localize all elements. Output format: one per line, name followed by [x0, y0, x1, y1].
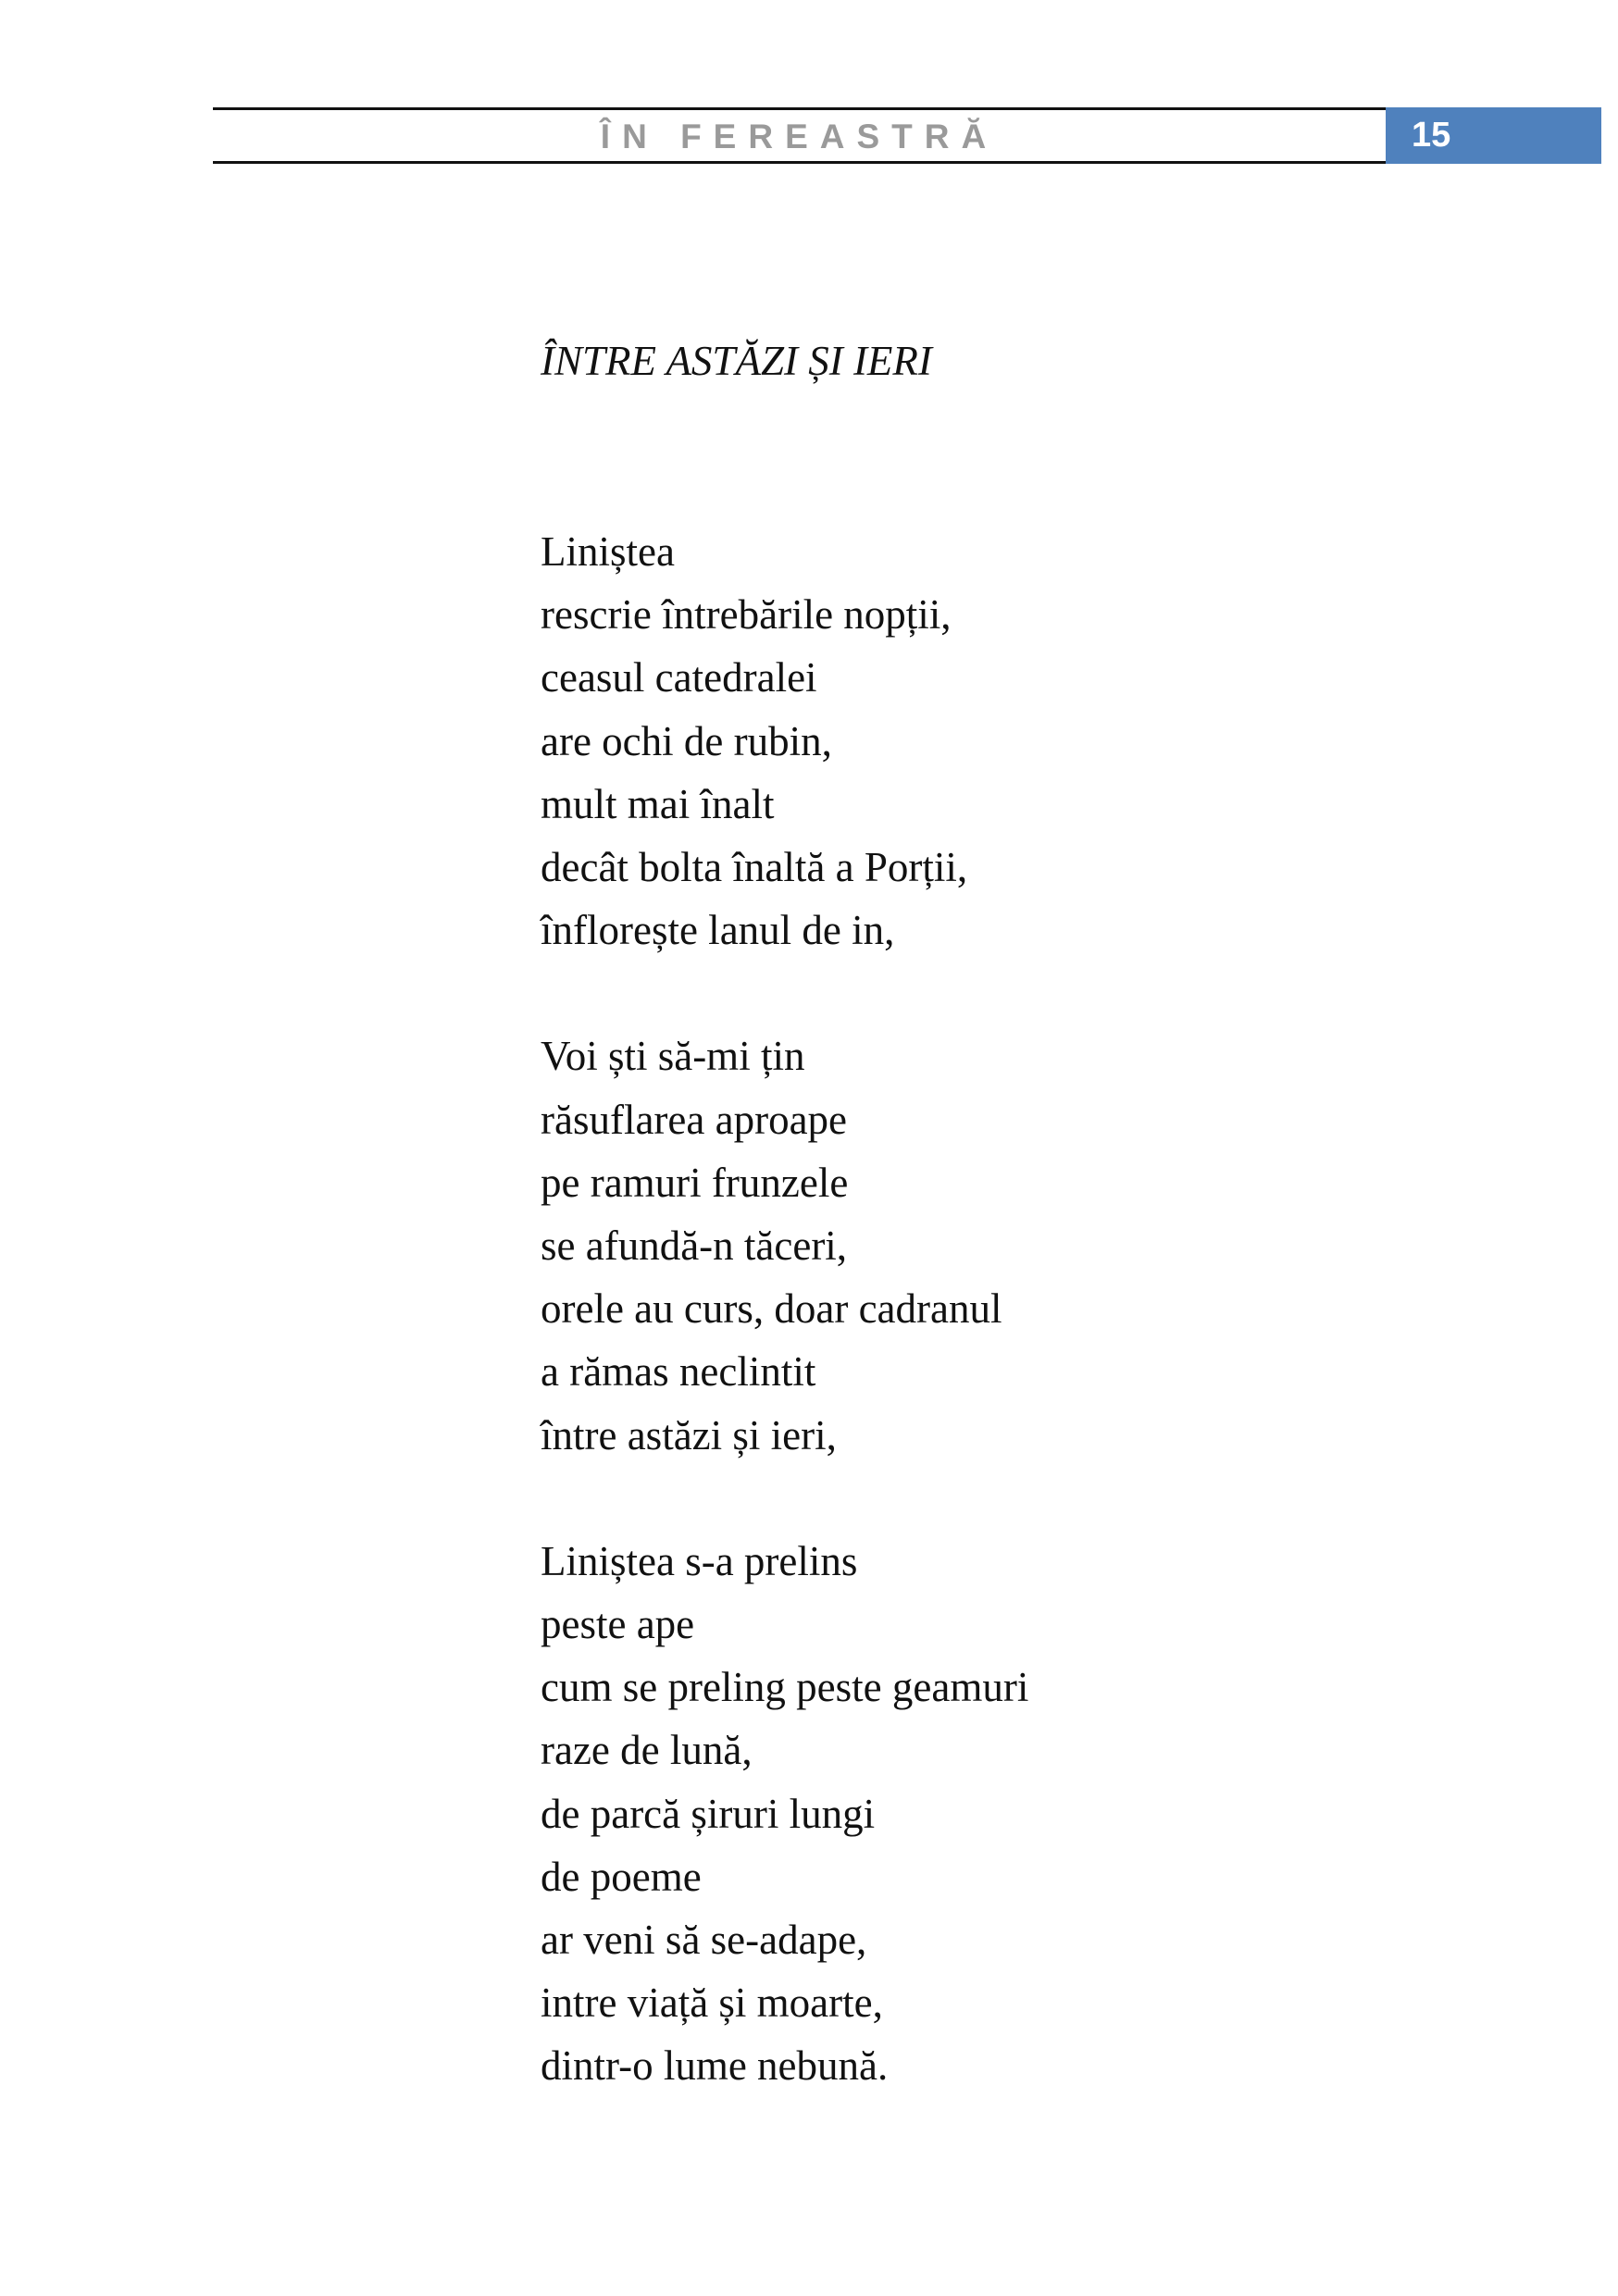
- verse-line: înflorește lanul de in,: [541, 907, 895, 954]
- poem-body: [541, 520, 1466, 2161]
- verse-line: a rămas neclintit: [541, 1348, 816, 1396]
- verse-line: decât bolta înaltă a Porții,: [541, 844, 968, 891]
- verse-line: mult mai înalt: [541, 780, 775, 827]
- header-rule-top: [213, 107, 1386, 110]
- verse-line: intre viață și moarte,: [541, 1980, 883, 2027]
- verse-line: de parcă șiruri lungi: [541, 1790, 876, 1837]
- verse-line: are ochi de rubin,: [541, 717, 832, 764]
- verse-line: ar veni să se-adape,: [541, 1917, 867, 1964]
- verse-line: dintr-o lume nebună.: [541, 2042, 889, 2090]
- verse-line: între astăzi și ieri,: [541, 1411, 837, 1458]
- verse-line: Liniștea: [541, 528, 675, 575]
- page-number: 15: [1412, 116, 1451, 155]
- stanza-2: [541, 1024, 1466, 1466]
- verse-line: pe ramuri frunzele: [541, 1159, 849, 1206]
- page-number-badge: [1386, 107, 1601, 164]
- verse-line: se afundă-n tăceri,: [541, 1222, 848, 1270]
- verse-line: rescrie întrebările nopții,: [541, 591, 952, 639]
- verse-line: raze de lună,: [541, 1727, 753, 1774]
- verse-line: Liniștea s-a prelins: [541, 1537, 858, 1584]
- header-rule-bottom: [213, 161, 1386, 164]
- poem-title: ÎNTRE ASTĂZI ȘI IERI: [541, 338, 932, 384]
- stanza-1: [541, 520, 1466, 962]
- running-title: ÎN FEREASTRĂ: [600, 118, 999, 155]
- verse-line: peste ape: [541, 1601, 695, 1648]
- verse-line: ceasul catedralei: [541, 654, 817, 701]
- verse-line: orele au curs, doar cadranul: [541, 1285, 1002, 1333]
- verse-line: Voi ști să-mi țin: [541, 1033, 805, 1080]
- stanza-3: [541, 1530, 1466, 2098]
- verse-line: răsuflarea aproape: [541, 1096, 848, 1143]
- verse-line: cum se preling peste geamuri: [541, 1664, 1029, 1711]
- verse-line: de poeme: [541, 1853, 702, 1900]
